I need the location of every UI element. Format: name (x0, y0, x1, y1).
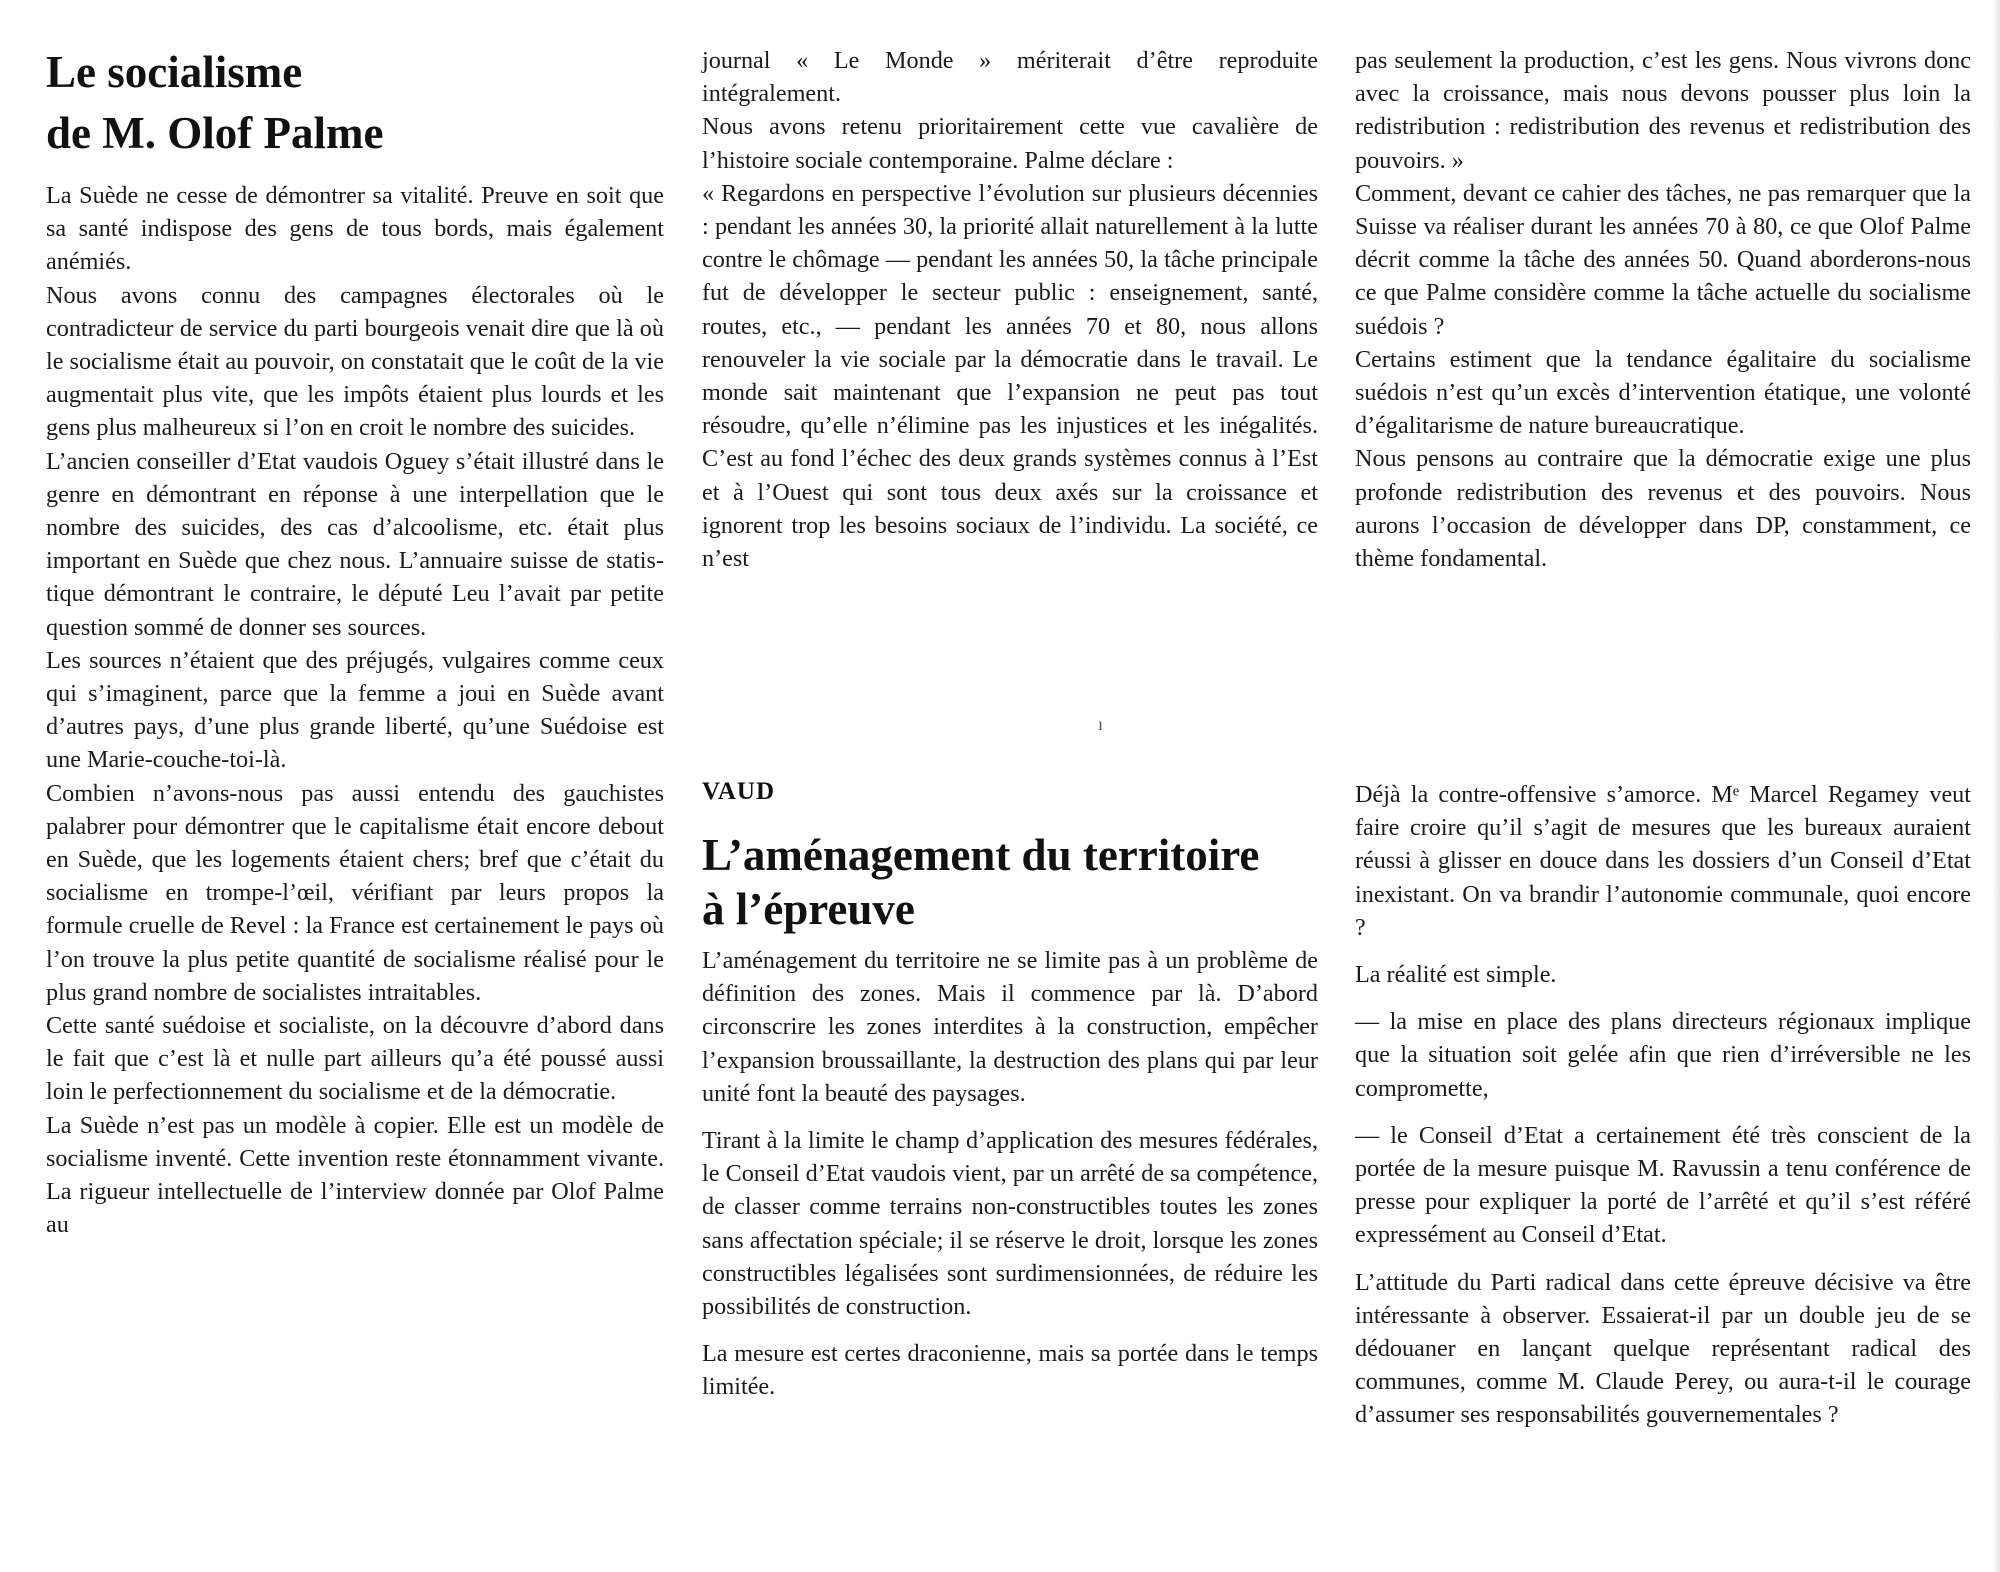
paragraph: journal « Le Monde » mériterait d’être reproduite intégralement. (702, 47, 1318, 108)
paragraph: Certains estiment que la tendance égalitaire du socialisme suédois n’est qu’un excès d’intervention étatique, une volonté d’égalitarisme de nature bureaucratique. (1355, 345, 1971, 440)
paragraph: La Suède ne cesse de démontrer sa vitalité. Preuve en soit que sa santé indispose des gens de tous bords, mais également anémiés. (46, 182, 664, 276)
text-column-1 (46, 179, 664, 1242)
paragraph: Combien n’avons-nous pas aussi entendu des gauchistes palabrer pour démontrer que le capitalisme était encore debout en Suède, que les logements étaient chers; bref que c’était du socialisme en trompe-l’œil, vérifiant par leurs propos la formule cruelle de Revel : la France est certainement le pays où l’on trouve la plus petite quantité de socialisme réalisé pour le plus grand nombre de socialistes intraitables. (46, 779, 664, 1006)
paragraph: « Regardons en perspective l’évolution sur plusieurs décennies : pendant les années 30, la priorité allait naturellement à la lutte contre le chômage — pendant les années 50, la tâche principale fut de développer le secteur public : enseignement, santé, routes, etc., — pendant les années 70 et 80, nous allons renouveler la vie sociale par la démocratie dans le travail. Le monde sait maintenant que l’expansion ne peut pas tout résoudre, qu’elle n’élimine pas les injustices et les inégalités. C’est au fond l’échec des deux grands systèmes connus à l’Est et à l’Ouest qui sont tous deux axés sur la croissance et ignorent trop les besoins sociaux de l’individu. La société, ce n’est (702, 179, 1318, 573)
article-title-line-1: Le socialisme (46, 47, 303, 97)
text-column-2 (702, 44, 1318, 575)
paragraph: — le Conseil d’Etat a certainement été très conscient de la portée de la mesure puisque M. Ravussin a tenu conférence de presse pour expliquer la porté de l’arrêté et qu’il s’est référé expressément au Conseil d’Etat. (1355, 1121, 1971, 1249)
text-column-2-lower (702, 944, 1318, 1404)
paragraph: Les sources n’étaient que des préjugés, vulgaires comme ceux qui s’imaginent, parce que la femme a joui en Suède avant d’autres pays, d’une plus grande liberté, qu’une Suédoise est une Marie-couche-toi-là. (46, 646, 664, 774)
paragraph: Cette santé suédoise et socialiste, on la découvre d’abord dans le fait que c’est là et nulle part ailleurs qu’a été poussé aussi loin le perfectionnement du socialisme et de la démocratie. (46, 1012, 664, 1106)
paragraph: L’aménagement du territoire ne se limite pas à un problème de définition des zones. Mais il commence par là. D’abord circonscrire les zones interdites à la construction, empêcher l’expansion broussaillante, la destruction des plans qui par leur unité font la beauté des paysages. (702, 947, 1318, 1107)
paragraph: La Suède n’est pas un modèle à copier. Elle est un modèle de socialisme inventé. Cette invention reste étonnamment vivante. La rigueur intellectuelle de l’interview donnée par Olof Palme au (46, 1111, 664, 1239)
page-edge-shadow (1992, 0, 2000, 1572)
paragraph: L’attitude du Parti radical dans cette épreuve décisive va être intéressante à observer. Essaierat-il par un double jeu de se dédouaner en lançant quelque représentant radical des communes, comme M. Claude Perey, ou aura-t-il le courage d’assumer ses responsabilités gouvernementales ? (1355, 1268, 1971, 1429)
section-kicker: VAUD (702, 778, 775, 805)
article-title (702, 828, 1259, 936)
article-title-line-1: L’aménagement du territoire (702, 830, 1260, 880)
paragraph: pas seulement la production, c’est les gens. Nous vivrons donc avec la croissance, mais nous devons pousser plus loin la redistribution : redistribution des revenus et redistribution des pouvoirs. » (1355, 47, 1971, 174)
paragraph: Nous pensons au contraire que la démocratie exige une plus profonde redistribution des revenus et des pouvoirs. Nous aurons l’occasion de développer dans DP, constamment, ce thème fondamental. (1355, 445, 1971, 573)
article-title-line-2: de M. Olof Palme (46, 108, 384, 158)
paragraph: La réalité est simple. (1355, 961, 1557, 989)
paragraph: Nous avons retenu prioritairement cette vue cavalière de l’histoire sociale contemporaine. Palme déclare : (702, 113, 1318, 174)
paragraph: Nous avons connu des campagnes électorales où le contradicteur de service du parti bourgeois venait dire que là où le socialisme était au pouvoir, on constatait que le coût de la vie augmentait plus vite, que les impôts étaient plus lourds et les gens plus malheureux si l’on en croit le nombre des suicides. (46, 281, 664, 442)
paragraph: La mesure est certes draconienne, mais sa portée dans le temps limitée. (702, 1340, 1318, 1401)
text-column-3 (1355, 44, 1971, 575)
paragraph: Comment, devant ce cahier des tâches, ne pas remarquer que la Suisse va réaliser durant les années 70 à 80, ce que Olof Palme décrit comme la tâche des années 50. Quand aborderons-nous ce que Palme considère comme la tâche actuelle du socialisme suédois ? (1355, 179, 1971, 340)
paragraph: — la mise en place des plans directeurs régionaux implique que la situation soit gelée afin que rien d’irréversible ne les compromette, (1355, 1008, 1971, 1102)
separator-mark: ı (1098, 714, 1104, 734)
article-title (46, 42, 383, 164)
paragraph: L’ancien conseiller d’Etat vaudois Oguey s’était illustré dans le genre en démontrant en réponse à une interpellation que le nombre des suicides, des cas d’alcoolisme, etc. était plus important en Suède que chez nous. L’annuaire suisse de statistique démontrant le contraire, le député Leu l’avait par petite question sommé de donner ses sources. (46, 447, 664, 641)
paragraph: Tirant à la limite le champ d’application des mesures fédérales, le Conseil d’Etat vaudois vient, par un arrêté de sa compétence, de classer comme terrains non-constructibles toutes les zones sans affectation spéciale; il se réserve le droit, lorsque les zones constructibles légalisées sont surdimensionnées, de réduire les possibilités de construction. (702, 1127, 1318, 1321)
paragraph: Déjà la contre-offensive s’amorce. Mᵉ Marcel Regamey veut faire croire qu’il s’agit de mesures que les bureaux auraient réussi à glisser en douce dans les dossiers d’un Conseil d’Etat inexistant. On va brandir l’autonomie communale, quoi encore ? (1355, 781, 1971, 941)
text-column-3-lower (1355, 778, 1971, 1432)
article-title-line-2: à l’épreuve (702, 884, 915, 934)
